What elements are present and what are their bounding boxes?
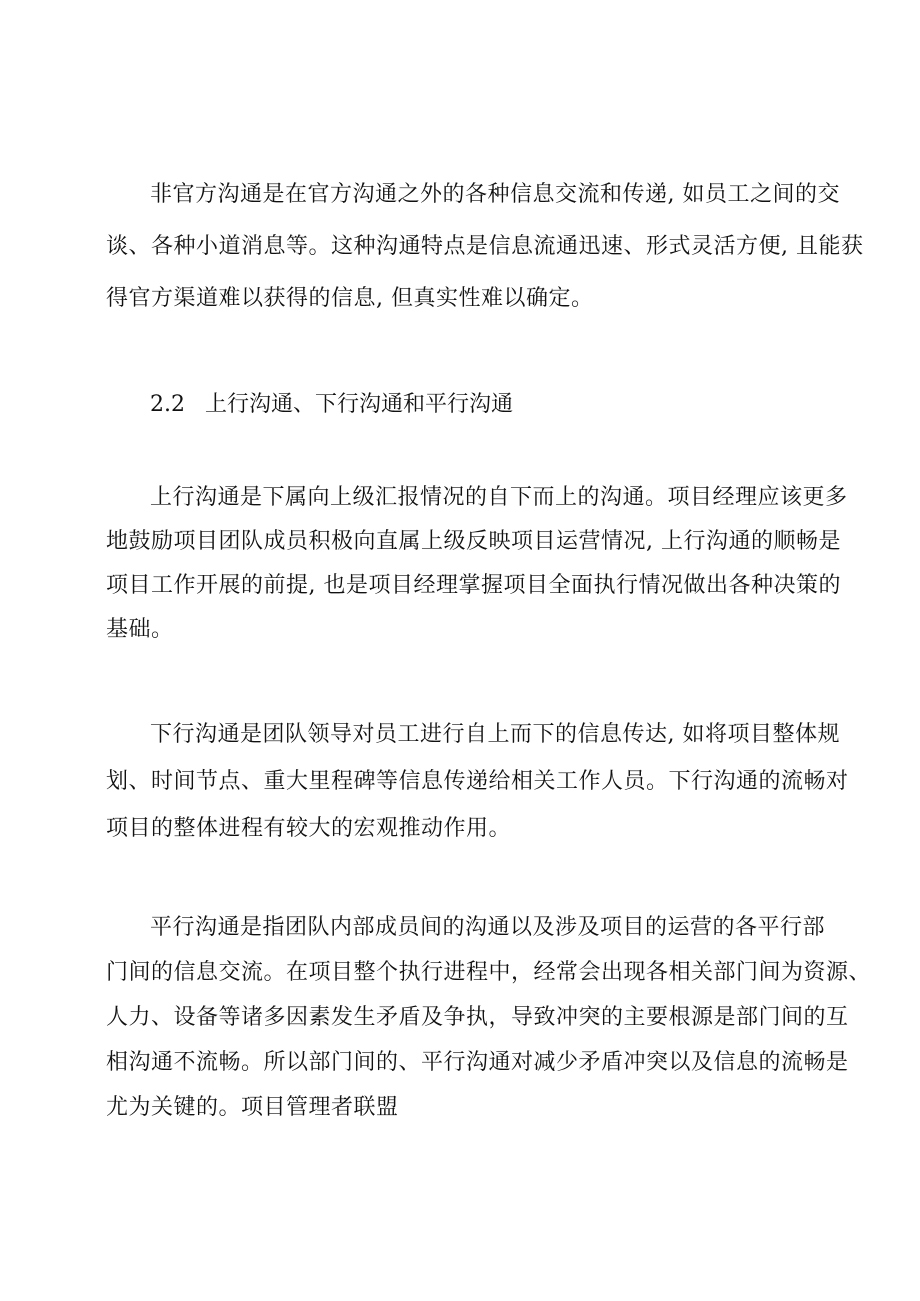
para3-line-3: 项目的整体进程有较大的宏观推动作用。 (106, 816, 512, 841)
para2-line-2: 地鼓励项目团队成员积极向直属上级反映项目运营情况, 上行沟通的顺畅是 (106, 529, 841, 554)
para1-line-2: 谈、各种小道消息等。这种沟通特点是信息流通迅速、形式灵活方便, 且能获 (106, 234, 864, 259)
para2-line-4: 基础。 (106, 617, 174, 642)
para1-line-1: 非官方沟通是在官方沟通之外的各种信息交流和传递, 如员工之间的交 (150, 182, 840, 207)
para2-line-1: 上行沟通是下属向上级汇报情况的自下而上的沟通。项目经理应该更多 (150, 485, 848, 510)
section-number: 2.2 (150, 392, 185, 417)
para4-line-5: 尤为关键的。项目管理者联盟 (106, 1095, 399, 1120)
para4-line-2: 门间的信息交流。在项目整个执行进程中，经常会出现各相关部门间为资源、 (106, 960, 872, 985)
section-heading (150, 390, 513, 420)
para4-line-3: 人力、设备等诸多因素发生矛盾及争执，导致冲突的主要根源是部门间的互 (106, 1005, 849, 1030)
para1-line-3: 得官方渠道难以获得的信息, 但真实性难以确定。 (106, 286, 594, 311)
para2-line-3: 项目工作开展的前提, 也是项目经理掌握项目全面执行情况做出各种决策的 (106, 573, 841, 598)
section-title: 上行沟通、下行沟通和平行沟通 (205, 392, 514, 417)
para4-line-1: 平行沟通是指团队内部成员间的沟通以及涉及项目的运营的各平行部 (150, 915, 826, 940)
para3-line-1: 下行沟通是团队领导对员工进行自上而下的信息传达, 如将项目整体规 (150, 722, 840, 747)
para4-line-4: 相沟通不流畅。所以部门间的、平行沟通对减少矛盾冲突以及信息的流畅是 (106, 1050, 849, 1075)
para3-line-2: 划、时间节点、重大里程碑等信息传递给相关工作人员。下行沟通的流畅对 (106, 769, 849, 794)
